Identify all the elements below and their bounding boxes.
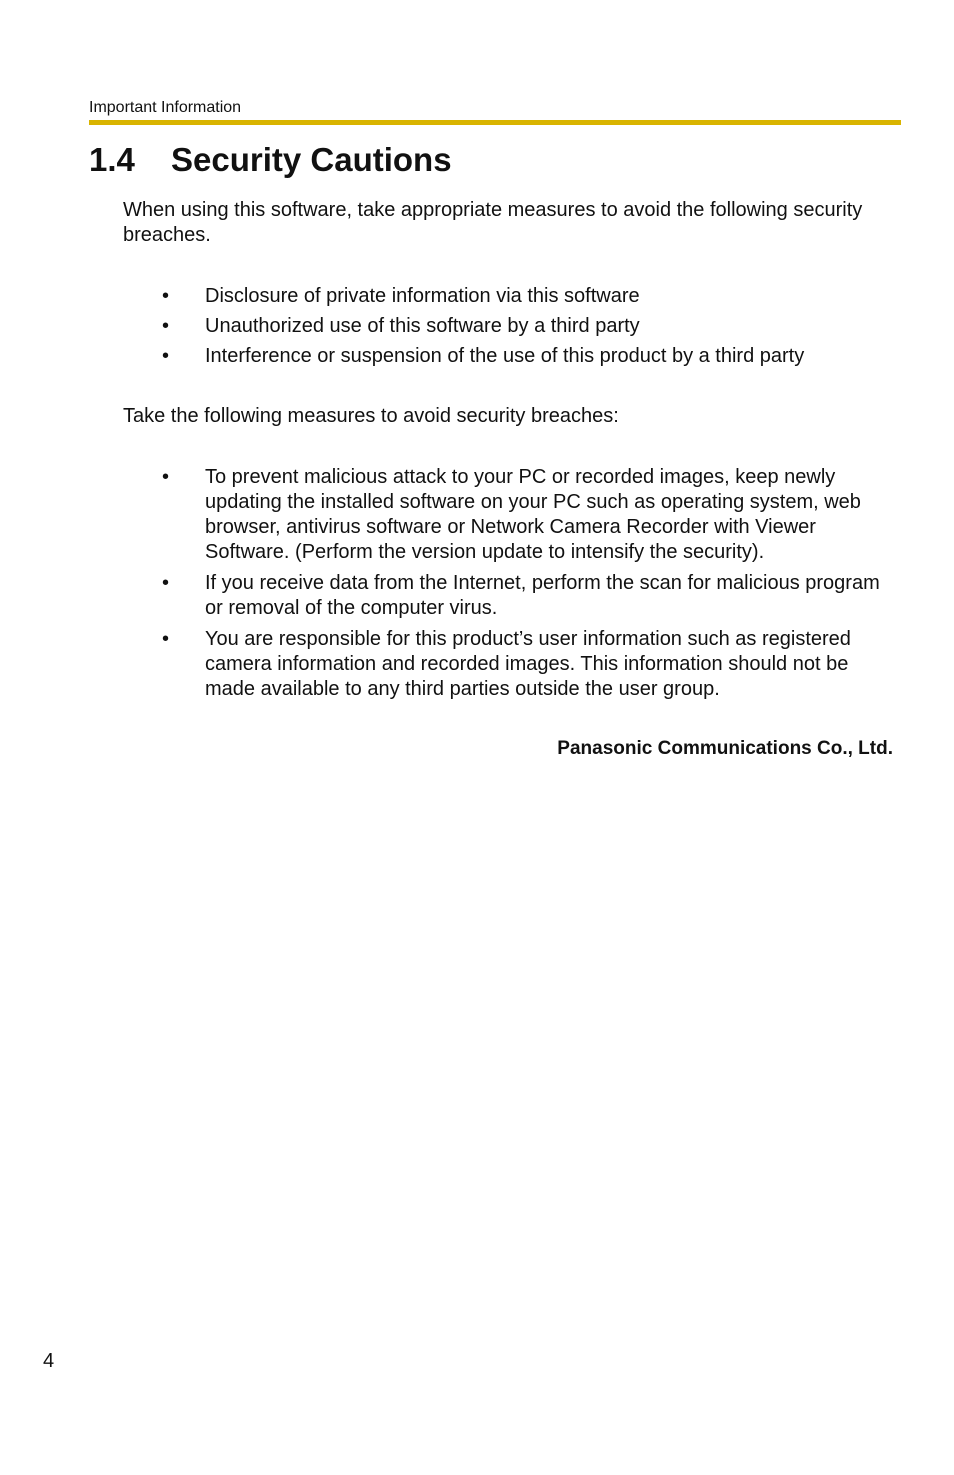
bullet-icon: • [162, 466, 170, 488]
intro-paragraph: When using this software, take appropriate measures to avoid the following security breaches. [123, 199, 863, 246]
page-number: 4 [43, 1350, 55, 1372]
running-header: Important Information [89, 99, 242, 116]
measure-item [162, 627, 902, 702]
header-rule [89, 120, 901, 125]
breach-text: Interference or suspension of the use of this product by a third party [205, 345, 805, 367]
breach-item [162, 314, 902, 339]
bullet-icon: • [162, 315, 170, 337]
measure-item [162, 571, 902, 621]
section-number: 1.4 [89, 141, 135, 178]
bullet-icon: • [162, 628, 170, 650]
measure-text: If you receive data from the Internet, perform the scan for malicious program or removal of the computer virus. [205, 572, 880, 619]
bullet-icon: • [162, 285, 170, 307]
breach-text: Unauthorized use of this software by a third party [205, 315, 640, 337]
bullet-icon: • [162, 345, 170, 367]
breach-text: Disclosure of private information via this software [205, 285, 640, 307]
breaches-list [162, 284, 902, 374]
breach-item [162, 344, 902, 369]
measure-text: You are responsible for this product’s user information such as registered camera information and recorded images. This information should not be made available to any third parties outside the user group. [205, 628, 851, 700]
measures-intro: Take the following measures to avoid security breaches: [123, 405, 619, 427]
company-signature: Panasonic Communications Co., Ltd. [557, 738, 893, 759]
section-heading [89, 140, 452, 180]
measure-item [162, 465, 902, 565]
measures-list [162, 465, 902, 708]
breach-item [162, 284, 902, 309]
bullet-icon: • [162, 572, 170, 594]
section-title: Security Cautions [171, 141, 452, 178]
measure-text: To prevent malicious attack to your PC or recorded images, keep newly updating the installed software on your PC such as operating system, web browser, antivirus software or Network Camera Recorder with Viewer Software. (Perform the version update to intensify the security). [205, 466, 861, 563]
